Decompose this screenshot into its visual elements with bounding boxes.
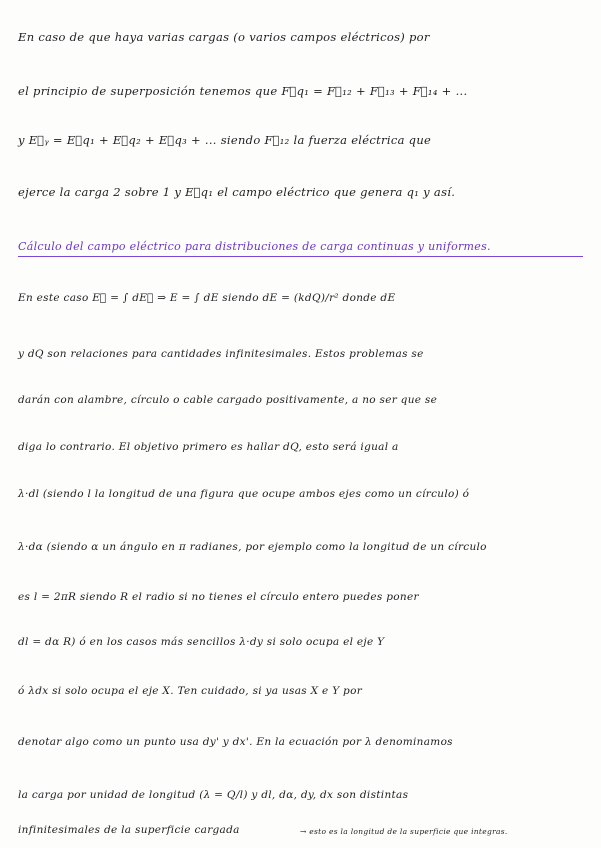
heading-underline <box>18 256 583 257</box>
text-line-4: ejerce la carga 2 sobre 1 y E⃗q₁ el campo eléctrico que genera q₁ y así. <box>18 185 456 199</box>
text-line-11: λ·dα (siendo α un ángulo en π radianes, por ejemplo como la longitud de un círculo <box>18 541 487 553</box>
text-line-3: y E⃗ᵧ = E⃗q₁ + E⃗q₂ + E⃗q₃ + ... siendo F⃗₁₂ la fuerza eléctrica que <box>18 133 432 147</box>
text-line-10: λ·dl (siendo l la longitud de una figura que ocupe ambos ejes como un círculo) ó <box>18 488 470 500</box>
text-line-8: darán con alambre, círculo o cable cargado positivamente, a no ser que se <box>18 394 438 406</box>
text-line-16: la carga por unidad de longitud (λ = Q/l) y dl, dα, dy, dx son distintas <box>18 789 409 801</box>
text-line-9: diga lo contrario. El objetivo primero es hallar dQ, esto será igual a <box>18 441 399 453</box>
text-line-1: En caso de que haya varias cargas (o varios campos eléctricos) por <box>18 30 430 44</box>
text-line-12: es l = 2πR siendo R el radio si no tienes el círculo entero puedes poner <box>18 591 419 603</box>
text-line-6: En este caso E⃗ = ∫ dE⃗ ⇒ E = ∫ dE siendo dE = (kdQ)/r² donde dE <box>18 292 396 304</box>
text-line-17: infinitesimales de la superficie cargada <box>18 824 240 836</box>
text-line-15: denotar algo como un punto usa dy' y dx'. En la ecuación por λ denominamos <box>18 736 453 748</box>
margin-note: → esto es la longitud de la superficie que integras. <box>300 827 508 836</box>
text-line-2: el principio de superposición tenemos que F⃗q₁ = F⃗₁₂ + F⃗₁₃ + F⃗₁₄ + ... <box>18 84 468 98</box>
text-line-13: dl = dα R) ó en los casos más sencillos λ·dy si solo ocupa el eje Y <box>18 636 385 648</box>
text-line-14: ó λdx si solo ocupa el eje X. Ten cuidado, si ya usas X e Y por <box>18 685 363 697</box>
section-heading: Cálculo del campo eléctrico para distribuciones de carga continuas y uniformes. <box>18 240 491 253</box>
text-line-7: y dQ son relaciones para cantidades infinitesimales. Estos problemas se <box>18 348 424 360</box>
